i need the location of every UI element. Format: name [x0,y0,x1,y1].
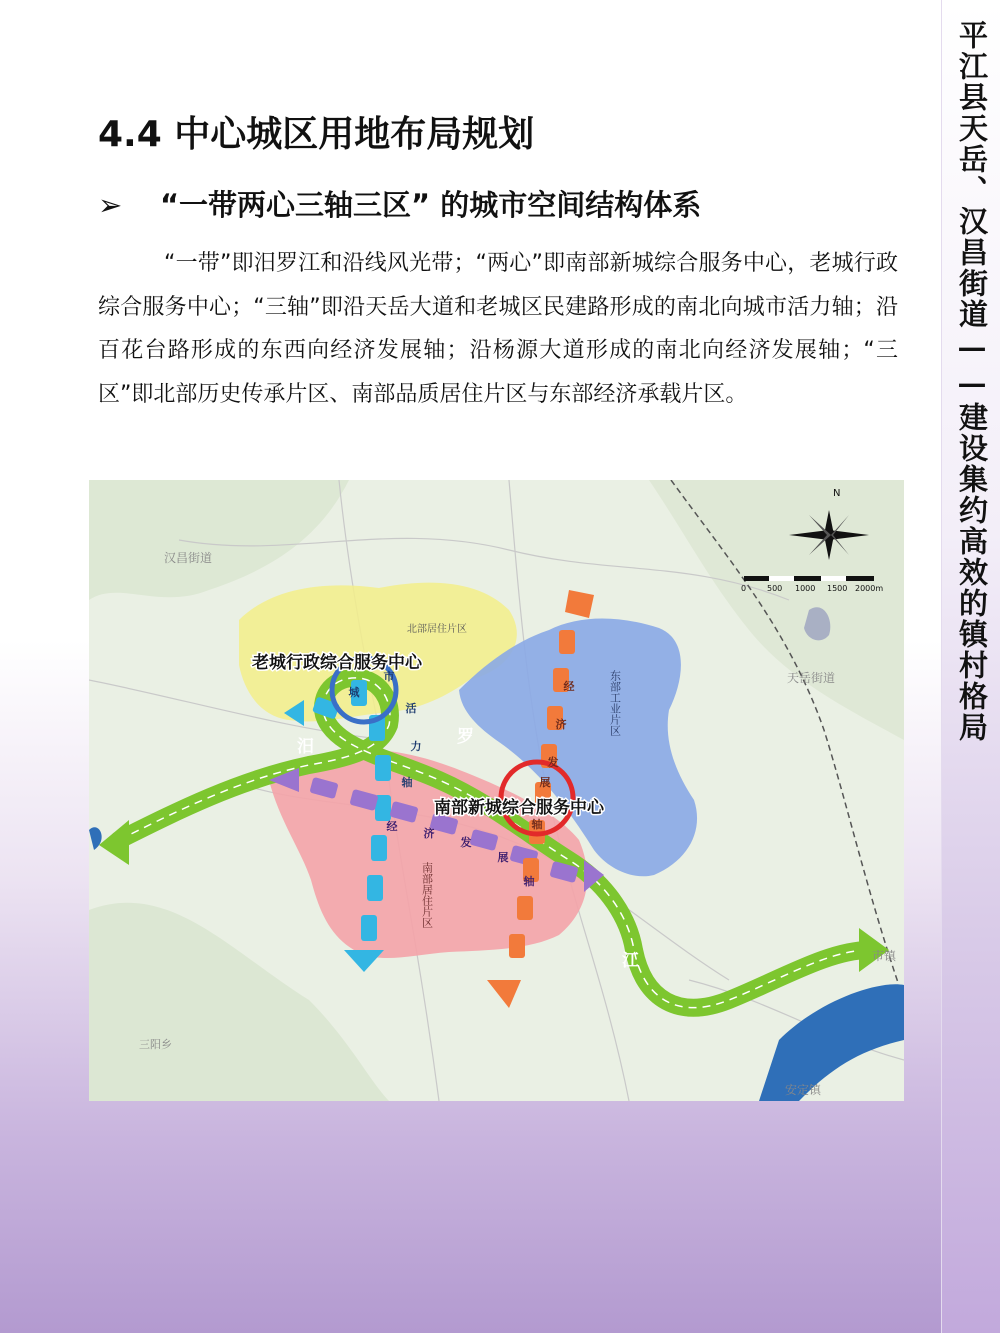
south-zone-label: 南部居住片区 [420,862,434,928]
axis-char: 发 [547,756,559,769]
axis-char: 展 [497,851,509,864]
axis-char: 济 [555,718,567,731]
axis-char: 展 [539,776,551,789]
body-paragraph: “一带”即汨罗江和沿线风光带；“两心”即南部新城综合服务中心，老城行政综合服务中心；“三轴”即沿天岳大道和老城区民建路形成的南北向城市活力轴；沿百花台路形成的东西向经济发展轴；沿杨源大道形成的南北向经济发展轴；“三区”即北部历史传承片区、南部品质居住片区与东部经济承载片区。 [98,251,898,407]
river-char: 罗 [457,727,474,747]
place-anding: 安定镇 [785,1083,822,1097]
river-char: 汨 [297,737,314,757]
axis-char: 活 [405,702,417,715]
scale-label: 1000 [795,584,816,593]
axis-char: 经 [386,820,398,833]
axis-char: 城 [348,686,360,699]
old-city-center-label: 老城行政综合服务中心 [252,653,422,673]
place-tianyue: 天岳街道 [787,671,836,685]
axis-char: 轴 [401,776,413,789]
north-letter: N [833,488,841,499]
place-hanchang: 汉昌街道 [164,551,213,565]
scale-label: 0 [741,584,747,593]
scale-label: 2000m [855,584,884,593]
arrow-bullet-icon: ➢ [98,188,123,222]
east-zone-label: 东部工业片区 [608,670,622,736]
section-title: 4.4 中心城区用地布局规划 [98,114,535,155]
place-sanyang: 三阳乡 [139,1038,172,1051]
axis-char: 轴 [523,875,535,888]
new-city-center-label: 南部新城综合服务中心 [434,798,604,818]
axis-char: 经 [563,680,575,693]
subtitle-text: “一带两心三轴三区” 的城市空间结构体系 [160,188,702,222]
river-char: 江 [622,951,639,971]
scale-label: 1500 [827,584,848,593]
axis-char: 轴 [531,818,543,831]
scale-label: 500 [767,584,783,593]
place-shizhen: 市镇 [872,949,897,963]
vertical-chapter-title: 平江县天岳、汉昌街道——建设集约高效的镇村格局 [955,20,989,743]
north-zone-label: 北部居住片区 [407,624,467,635]
axis-char: 力 [410,740,422,753]
subtitle [98,183,701,224]
planning-map [89,480,904,1101]
axis-char: 市 [383,670,395,683]
axis-char: 发 [460,836,472,849]
axis-char: 济 [423,827,435,840]
